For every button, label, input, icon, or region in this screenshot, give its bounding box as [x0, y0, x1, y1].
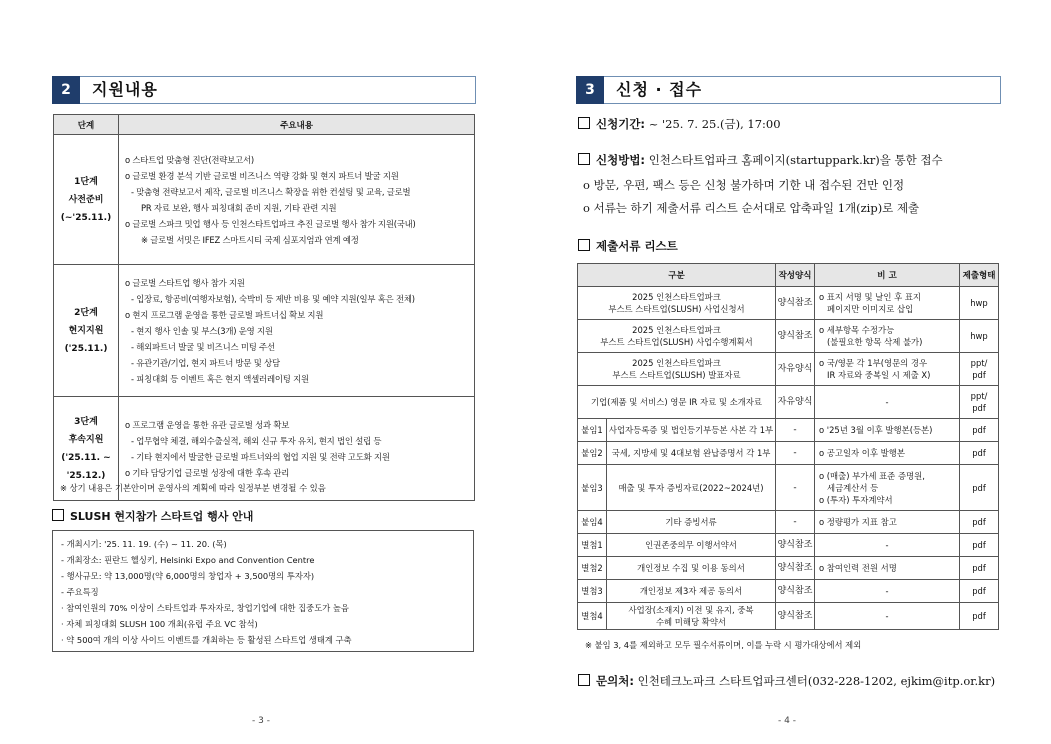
doc-note: [815, 386, 960, 419]
doc-note: [815, 511, 960, 534]
table-row: [578, 557, 999, 580]
doc-name: [578, 386, 776, 419]
contact-value: 인천테크노파크 스타트업파크센터(032-228-1202, ejkim@itp.or.kr): [637, 674, 996, 688]
doc-note-text: (불필요한 항목 삭제 불가): [819, 337, 923, 347]
doc-type-text: pdf: [972, 425, 986, 435]
doc-type-text: pdf: [972, 517, 986, 527]
doc-type: [960, 465, 999, 511]
doc-form: -: [776, 419, 815, 442]
doc-type-text: pdf: [972, 540, 986, 550]
doc-form: 양식참조: [776, 320, 815, 353]
doc-note: [815, 320, 960, 353]
doc-name: [578, 320, 776, 353]
doc-form: 양식참조: [776, 534, 815, 557]
doc-note-text: o (매출) 부가세 표준 증명원,: [819, 470, 925, 481]
content-cell: [119, 265, 475, 397]
doc-name: [607, 580, 776, 603]
content-line: - 입장료, 항공비(여행자보험), 숙박비 등 제반 비용 및 예약 지원(일부 혹은 전체): [131, 293, 415, 304]
doc-note-text: -: [885, 397, 889, 407]
slush-line: · 약 500여 개의 이상 사이드 이벤트를 개최하는 등 활성된 스타트업 생태계 구축: [61, 635, 352, 645]
doc-type: [960, 534, 999, 557]
method-sub-1: o 방문, 우편, 팩스 등은 신청 불가하며 기한 내 접수된 건만 인정: [583, 178, 905, 192]
stage-text: 현지지원: [68, 325, 104, 336]
table-row: [578, 353, 999, 386]
doc-type-text: hwp: [970, 298, 988, 308]
doc-type-text: pdf: [972, 611, 986, 621]
content-line: o 글로벌 환경 분석 기반 글로벌 비즈니스 역량 강화 및 현지 파트너 발굴 지원: [125, 170, 399, 181]
support-content-table: [53, 114, 475, 501]
doc-note-text: o 세부항목 수정가능: [819, 325, 895, 335]
table-row: [578, 511, 999, 534]
content-line: o 기타 담당기업 글로벌 성장에 대한 후속 관리: [125, 467, 290, 478]
doc-name: [578, 287, 776, 320]
content-line: - 맞춤형 전략보고서 제작, 글로벌 비즈니스 확장을 위한 컨설팅 및 교육, 글로벌: [131, 186, 411, 197]
column-header-content: 주요내용: [119, 115, 475, 135]
doc-name-text: 개인정보 제3자 제공 동의서: [639, 586, 743, 596]
checkbox-square-icon: [578, 153, 590, 165]
stage-text: ('25.11. ~: [61, 452, 111, 463]
stage-text: 3단계: [74, 416, 98, 427]
checkbox-square-icon: [578, 674, 590, 686]
period-line: [578, 116, 781, 132]
doc-form: 자유양식: [776, 353, 815, 386]
doc-label: 별첨1: [578, 534, 607, 557]
table-row: [578, 419, 999, 442]
doc-name: [607, 465, 776, 511]
doc-name: [607, 534, 776, 557]
doc-note: [815, 442, 960, 465]
table-row: [578, 320, 999, 353]
doc-label: 붙임1: [578, 419, 607, 442]
doc-type-text: pdf: [972, 403, 986, 413]
doc-note-text: IR 자료와 중복일 시 제출 X): [819, 370, 931, 380]
page-number-right: - 4 -: [778, 716, 796, 726]
column-header-note: 비 고: [815, 264, 960, 287]
doc-note-text: o 공고일자 이후 발행본: [819, 448, 905, 458]
doc-type: [960, 580, 999, 603]
doc-type-text: ppt/: [970, 391, 988, 401]
doc-type-text: ppt/: [970, 358, 988, 368]
section-number: 3: [576, 76, 604, 104]
table-row: [578, 603, 999, 630]
doc-label: 별첨4: [578, 603, 607, 630]
doc-name-text: 2025 인천스타트업파크: [632, 325, 721, 335]
doc-type: [960, 320, 999, 353]
doc-name-text: 사업장(소재지) 이전 및 유지, 중복: [628, 605, 754, 615]
docs-title-text: 제출서류 리스트: [596, 239, 678, 253]
doc-name: [607, 557, 776, 580]
table-row: [578, 465, 999, 511]
doc-name-text: 개인정보 수집 및 이용 동의서: [637, 563, 745, 573]
doc-name: [578, 353, 776, 386]
column-header-form: 작성양식: [776, 264, 815, 287]
content-line: o 글로벌 스파크 밋업 행사 등 인천스타트업파크 추진 글로벌 행사 참가 지원(국내): [125, 218, 416, 229]
stage-text: 후속지원: [68, 434, 104, 445]
doc-name-text: 인권존중의무 이행서약서: [645, 540, 737, 550]
slush-line: - 개최시기: '25. 11. 19. (수) ~ 11. 20. (목): [61, 539, 227, 549]
contact-label: 문의처:: [596, 674, 634, 688]
doc-name-text: 국세, 지방세 및 4대보험 완납증명서 각 1부: [611, 448, 771, 458]
doc-name-text: 2025 인천스타트업파크: [632, 292, 721, 302]
doc-note-text: o '25년 3월 이후 발행본(등본): [819, 425, 933, 435]
doc-form: 자유양식: [776, 386, 815, 419]
content-line: o 스타트업 맞춤형 진단(전략보고서): [125, 154, 254, 165]
doc-type: [960, 511, 999, 534]
content-line: - 유관기관/기업, 현지 파트너 방문 및 상담: [131, 357, 280, 368]
method-sub-2: o 서류는 하기 제출서류 리스트 순서대로 압축파일 1개(zip)로 제출: [583, 201, 920, 215]
stage-text: '25.12.): [66, 470, 106, 481]
slush-info-box: [52, 530, 474, 652]
doc-note: [815, 287, 960, 320]
doc-type: [960, 287, 999, 320]
contact-line: [578, 673, 995, 689]
content-line: - 피칭대회 등 이벤트 혹은 현지 액셀러레이팅 지원: [131, 373, 309, 384]
slush-title-text: SLUSH 현지참가 스타트업 행사 안내: [70, 510, 254, 523]
doc-type: [960, 603, 999, 630]
doc-type-text: pdf: [972, 563, 986, 573]
stage-text: ('25.11.): [64, 343, 108, 354]
slush-line: - 개최장소: 핀란드 헬싱키, Helsinki Expo and Convention Centre: [61, 555, 315, 565]
section-number: 2: [52, 76, 80, 104]
doc-name: [607, 442, 776, 465]
section-header-2: [52, 76, 476, 104]
slush-line: - 주요특징: [61, 587, 99, 597]
doc-label: 붙임2: [578, 442, 607, 465]
doc-form: -: [776, 511, 815, 534]
column-header-category: 구분: [578, 264, 776, 287]
doc-note: [815, 557, 960, 580]
table-row: [578, 287, 999, 320]
column-header-stage: 단계: [54, 115, 119, 135]
section-header-3: [576, 76, 1001, 104]
doc-note-text: -: [885, 586, 889, 596]
doc-note: [815, 603, 960, 630]
doc-note: [815, 465, 960, 511]
content-line: - 기타 현지에서 발굴한 글로벌 파트너와의 협업 지원 및 전략 고도화 지원: [131, 451, 390, 462]
doc-type-text: pdf: [972, 586, 986, 596]
stage-text: 사전준비: [68, 194, 104, 205]
doc-name: [607, 511, 776, 534]
slush-line: · 참여인원의 70% 이상이 스타트업과 투자자로, 창업기업에 대한 집중도가 높음: [61, 603, 349, 613]
content-line: - 현지 행사 인솔 및 부스(3개) 운영 지원: [131, 325, 273, 336]
doc-note-text: 페이지만 이미지로 삽입: [819, 304, 914, 314]
doc-form: -: [776, 465, 815, 511]
doc-note-text: o 참여인력 전원 서명: [819, 563, 897, 573]
doc-name-text: 매출 및 투자 증빙자료(2022~2024년): [618, 482, 764, 493]
doc-type-text: pdf: [972, 448, 986, 458]
content-line: - 해외파트너 발굴 및 비즈니스 미팅 주선: [131, 341, 275, 352]
doc-type: [960, 442, 999, 465]
doc-name-text: 2025 인천스타트업파크: [632, 358, 721, 368]
doc-name-text: 기업(제품 및 서비스) 영문 IR 자료 및 소개자료: [591, 397, 762, 407]
documents-table: [577, 263, 999, 630]
stage-cell: [54, 265, 119, 397]
doc-form: 양식참조: [776, 557, 815, 580]
checkbox-square-icon: [52, 509, 64, 521]
doc-form: 양식참조: [776, 603, 815, 630]
doc-note-text: 세금계산서 등: [819, 482, 879, 493]
doc-note-text: o 정량평가 지표 참고: [819, 517, 897, 527]
stage-text: 1단계: [74, 176, 98, 187]
doc-type-text: hwp: [970, 331, 988, 341]
doc-name: [607, 419, 776, 442]
doc-note-text: o 표지 서명 및 날인 후 표지: [819, 292, 921, 302]
doc-name-text: 부스트 스타트업(SLUSH) 발표자료: [612, 370, 741, 380]
slush-line: - 행사규모: 약 13,000명(약 6,000명의 창업자 + 3,500명의 투자자): [61, 571, 315, 581]
doc-type: [960, 557, 999, 580]
period-value: ~ '25. 7. 25.(금), 17:00: [648, 117, 781, 131]
slush-line: · 자체 피칭대회 SLUSH 100 개최(유럽 주요 VC 참석): [61, 619, 258, 629]
table-row: [54, 135, 475, 265]
checkbox-square-icon: [578, 239, 590, 251]
content-line: o 글로벌 스타트업 행사 참가 지원: [125, 277, 245, 288]
doc-type-text: pdf: [972, 370, 986, 380]
period-label: 신청기간:: [596, 117, 646, 131]
docs-note: ※ 붙임 3, 4를 제외하고 모두 필수서류이며, 이를 누락 시 평가대상에서 제외: [585, 640, 862, 650]
checkbox-square-icon: [578, 117, 590, 129]
content-cell: [119, 135, 475, 265]
table-row: [578, 442, 999, 465]
stage-cell: [54, 135, 119, 265]
doc-name-text: 기타 증빙서류: [665, 517, 717, 527]
doc-form: 양식참조: [776, 580, 815, 603]
page-number-left: - 3 -: [252, 716, 270, 726]
doc-type: [960, 353, 999, 386]
doc-label: 별첨3: [578, 580, 607, 603]
stage-text: (~'25.11.): [60, 212, 112, 223]
doc-name-text: 수혜 미해당 확약서: [655, 617, 727, 627]
content-line: o 현지 프로그램 운영을 통한 글로벌 파트너십 확보 지원: [125, 309, 324, 320]
doc-type: [960, 386, 999, 419]
doc-form: 양식참조: [776, 287, 815, 320]
doc-form: -: [776, 442, 815, 465]
doc-name-text: 사업자등록증 및 법인등기부등본 사본 각 1부: [608, 425, 774, 435]
column-header-type: 제출형태: [960, 264, 999, 287]
slush-title: [52, 508, 253, 524]
stage-text: 2단계: [74, 307, 98, 318]
doc-note: [815, 419, 960, 442]
doc-note: [815, 353, 960, 386]
content-line: ※ 글로벌 서밋은 IFEZ 스마트시티 국제 심포지엄과 연계 예정: [141, 234, 359, 245]
table-note: ※ 상기 내용은 기본안이며 운영사의 계획에 따라 일정부분 변경될 수 있음: [60, 483, 326, 493]
method-value: 인천스타트업파크 홈페이지(startuppark.kr)을 통한 접수: [648, 153, 943, 167]
doc-note: [815, 534, 960, 557]
method-label: 신청방법:: [596, 153, 646, 167]
section-title: 신청 · 접수: [616, 80, 703, 99]
doc-note-text: o 국/영문 각 1부(영문의 경우: [819, 358, 928, 368]
section-title: 지원내용: [92, 80, 158, 99]
doc-note-text: -: [885, 540, 889, 550]
doc-label: 붙임3: [578, 465, 607, 511]
doc-note-text: o (투자) 투자계약서: [819, 494, 893, 505]
doc-note: [815, 580, 960, 603]
table-row: [578, 580, 999, 603]
table-row: [54, 265, 475, 397]
doc-name-text: 부스트 스타트업(SLUSH) 사업수행계획서: [600, 337, 753, 347]
docs-title: [578, 238, 678, 254]
method-line: [578, 152, 943, 168]
table-row: [578, 386, 999, 419]
doc-name: [607, 603, 776, 630]
content-line: PR 자료 보완, 행사 피칭대회 준비 지원, 기타 관련 지원: [141, 202, 337, 213]
doc-note-text: -: [885, 611, 889, 621]
doc-name-text: 부스트 스타트업(SLUSH) 사업신청서: [608, 304, 745, 314]
doc-type-text: pdf: [972, 482, 986, 493]
doc-type: [960, 419, 999, 442]
doc-label: 별첨2: [578, 557, 607, 580]
content-line: - 업무협약 체결, 해외수출실적, 해외 신규 투자 유치, 현지 법인 설립 등: [131, 435, 382, 446]
table-row: [578, 534, 999, 557]
doc-label: 붙임4: [578, 511, 607, 534]
content-line: o 프로그램 운영을 통한 유관 글로벌 성과 확보: [125, 419, 290, 430]
